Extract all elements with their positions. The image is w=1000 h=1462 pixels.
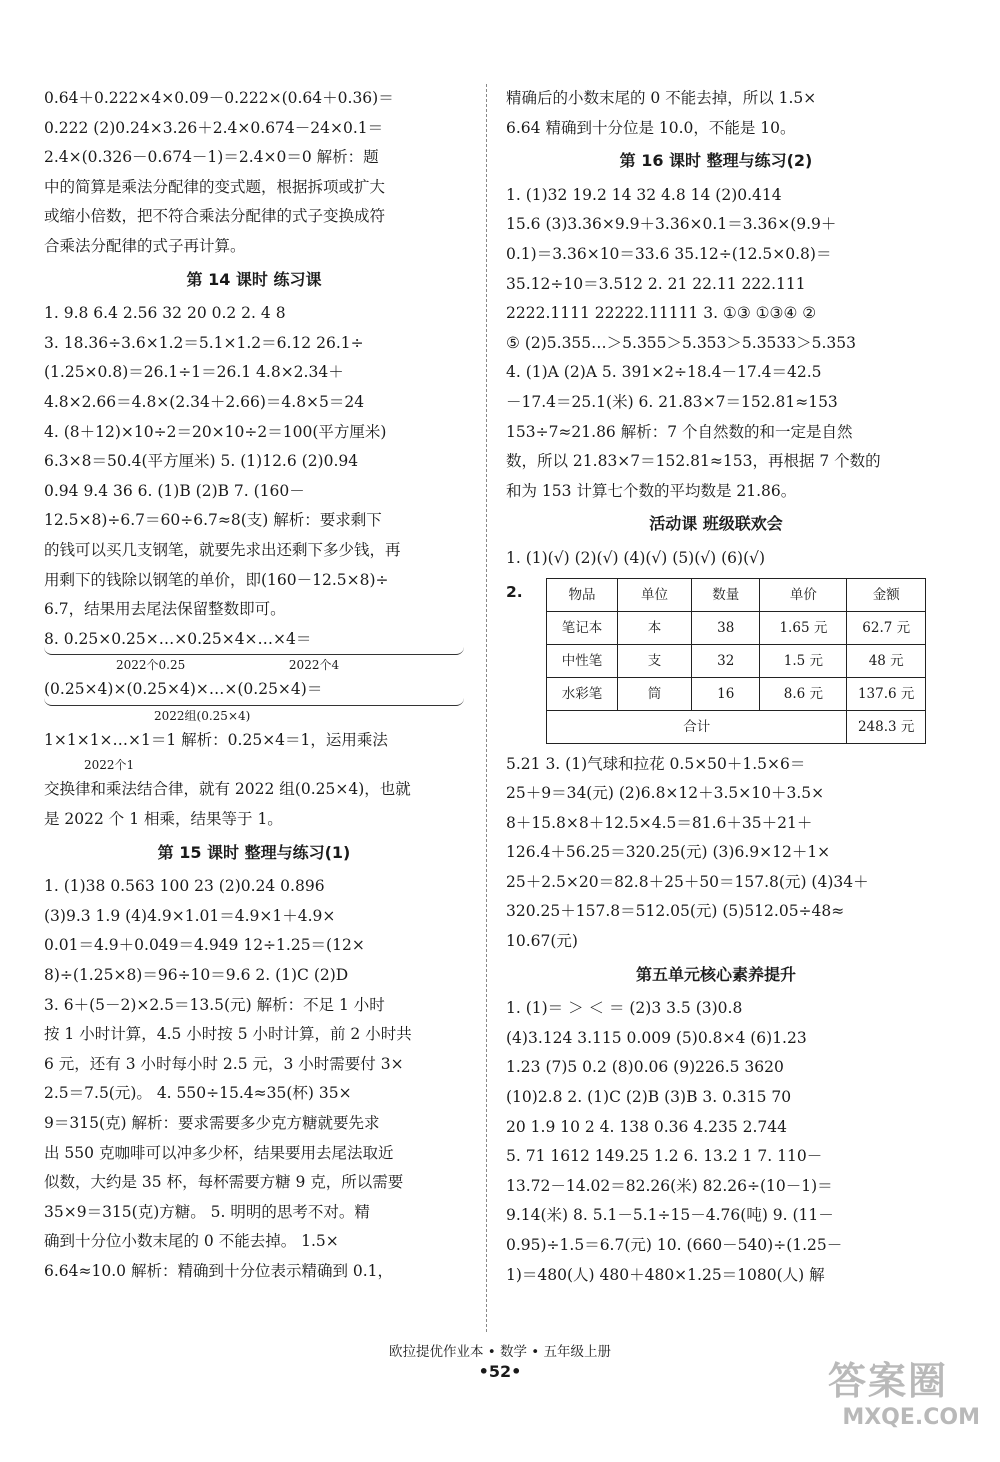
text-line: 4. (8＋12)×10÷2＝20×10÷2＝100(平方厘米) <box>44 422 387 441</box>
table-total-value: 248.3 元 <box>847 710 926 743</box>
text-line: 似数，大约是 35 杯，每杯需要方糖 9 克，所以需要 <box>44 1173 404 1192</box>
text-line: 2.4×(0.326－0.674－1)＝2.4×0＝0 解析：题 <box>44 148 379 167</box>
text-line: (3)9.3 1.9 (4)4.9×1.01＝4.9×1＋4.9× <box>44 906 336 925</box>
text-line: 0.64＋0.222×4×0.09－0.222×(0.64＋0.36)＝ <box>44 89 394 107</box>
text-line: 2.5＝7.5(元)。 4. 550÷15.4≈35(杯) 35× <box>44 1084 352 1103</box>
table-cell: 38 <box>692 611 760 644</box>
right-block-3 <box>506 750 926 957</box>
text-line: 6.64≈10.0 解析：精确到十分位表示精确到 0.1， <box>44 1261 394 1280</box>
text-line: 5. 71 1612 149.25 1.2 6. 13.2 1 7. 110－ <box>506 1147 823 1166</box>
column-divider <box>486 84 488 1332</box>
text-line: 12.5×8)÷6.7＝60÷6.7≈8(支) 解析：要求剩下 <box>44 511 382 530</box>
table-cell: 32 <box>692 644 760 677</box>
activity-q1: 1. (1)(√) (2)(√) (4)(√) (5)(√) (6)(√) <box>506 548 766 567</box>
table-cell: 水彩笔 <box>547 677 618 710</box>
text-line: 按 1 小时计算，4.5 小时按 5 小时计算，前 2 小时共 <box>44 1025 412 1044</box>
text-line: 交换律和乘法结合律，就有 2022 组(0.25×4)，也就 <box>44 780 411 799</box>
brace-label: 2022组(0.25×4) <box>154 708 251 723</box>
text-line: 8＋15.8×8＋12.5×4.5＝81.6＋35＋21＋ <box>506 813 813 832</box>
q8-line-2: (0.25×4)×(0.25×4)×…×(0.25×4)＝ <box>44 675 464 706</box>
text-line: 0.222 (2)0.24×3.26＋2.4×0.674－24×0.1＝ <box>44 118 384 137</box>
text-line: 1. 9.8 6.4 2.56 32 20 0.2 2. 4 8 <box>44 304 286 323</box>
text-line: 用剩下的钱除以钢笔的单价，即(160－12.5×8)÷ <box>44 570 389 589</box>
text-line: 35×9＝315(克)方糖。 5. 明明的思考不对。精 <box>44 1202 370 1221</box>
table-cell: 48 元 <box>847 644 926 677</box>
table-cell: 62.7 元 <box>847 611 926 644</box>
text-line: 中的简算是乘法分配律的变式题，根据拆项或扩大 <box>44 177 386 196</box>
text-line: 或缩小倍数，把不符合乘法分配律的式子变换成符 <box>44 207 386 226</box>
text-line: 13.72－14.02＝82.26(米) 82.26÷(10－1)＝ <box>506 1176 833 1195</box>
left-block-3 <box>44 775 464 834</box>
text-line: 2222.1111 22222.11111 3. ①③ ①③④ ② <box>506 304 817 323</box>
text-line: 15.6 (3)3.36×9.9＋3.36×0.1＝3.36×(9.9＋ <box>506 215 837 234</box>
brace-label: 2022个1 <box>84 758 135 773</box>
right-block-4 <box>506 994 926 1290</box>
text-line: ⑤ (2)5.355…＞5.355＞5.353＞5.3533＞5.353 <box>506 333 857 352</box>
text-line: 的钱可以买几支钢笔，就要先求出还剩下多少钱，再 <box>44 540 401 559</box>
table-row <box>547 611 926 644</box>
table-total-label: 合计 <box>547 710 847 743</box>
brace-label: 2022个0.25 <box>116 658 186 673</box>
text-line: 出 550 克咖啡可以冲多少杯，结果要用去尾法取近 <box>44 1143 394 1162</box>
text-line: 4.8×2.66＝4.8×(2.34＋2.66)＝4.8×5＝24 <box>44 392 365 411</box>
question-8-block <box>44 625 464 776</box>
text-line: 6 元，还有 3 小时每小时 2.5 元，3 小时需要付 3× <box>44 1054 404 1073</box>
text-line: 1. (1)＝ ＞ ＜ ＝ (2)3 3.5 (3)0.8 <box>506 999 743 1018</box>
text-line: 是 2022 个 1 相乘，结果等于 1。 <box>44 810 283 829</box>
text-line: (1.25×0.8)＝26.1÷1＝26.1 4.8×2.34＋ <box>44 363 344 382</box>
section-heading-activity: 活动课 班级联欢会 <box>649 514 783 534</box>
table-header-cell: 单价 <box>760 578 847 611</box>
table-row <box>547 677 926 710</box>
table-cell: 137.6 元 <box>847 677 926 710</box>
q8-brace-labels-1 <box>44 655 464 675</box>
text-line: －17.4＝25.1(米) 6. 21.83×7＝152.81≈153 <box>506 392 838 411</box>
table-header-row <box>547 578 926 611</box>
left-block-1 <box>44 84 464 262</box>
text-line: 1. (1)38 0.563 100 23 (2)0.24 0.896 <box>44 877 325 896</box>
text-line: 9.14(米) 8. 5.1－5.1÷15－4.76(吨) 9. (11－ <box>506 1206 834 1225</box>
site-watermark <box>828 1350 988 1450</box>
table-cell: 本 <box>617 611 691 644</box>
table-total-row <box>547 710 926 743</box>
watermark-logo-text: 答案圈 <box>828 1359 949 1403</box>
text-line: 25＋2.5×20＝82.8＋25＋50＝157.8(元) (4)34＋ <box>506 872 869 891</box>
text-line: (4)3.124 3.115 0.009 (5)0.8×4 (6)1.23 <box>506 1028 807 1047</box>
page-footer: 欧拉提优作业本 • 数学 • 五年级上册 <box>388 1344 612 1360</box>
table-cell: 16 <box>692 677 760 710</box>
watermark-domain: MXQE.COM <box>842 1405 980 1430</box>
q8-line-1: 8. 0.25×0.25×…×0.25×4×…×4＝ <box>44 625 464 656</box>
table-cell: 1.5 元 <box>760 644 847 677</box>
text-line: 6.7，结果用去尾法保留整数即可。 <box>44 600 286 619</box>
text-line: 9＝315(克) 解析：要求需要多少克方糖就要先求 <box>44 1114 380 1132</box>
text-line: 126.4＋56.25＝320.25(元) (3)6.9×12＋1× <box>506 843 831 862</box>
text-line: 1.23 (7)5 0.2 (8)0.06 (9)226.5 3620 <box>506 1058 784 1077</box>
page-number: •52• <box>478 1362 522 1381</box>
table-cell: 中性笔 <box>547 644 618 677</box>
text-line: 3. 18.36÷3.6×1.2＝5.1×1.2＝6.12 26.1÷ <box>44 333 364 352</box>
text-line: 数，所以 21.83×7＝152.81≈153，再根据 7 个数的 <box>506 452 881 471</box>
table-header-cell: 单位 <box>617 578 691 611</box>
table-cell: 筒 <box>617 677 691 710</box>
text-line: 合乘法分配律的式子再计算。 <box>44 236 246 255</box>
left-block-2 <box>44 299 464 625</box>
table-cell: 8.6 元 <box>760 677 847 710</box>
brace-label: 2022个4 <box>288 658 340 673</box>
table-block <box>506 578 926 744</box>
text-line: 5.21 3. (1)气球和拉花 0.5×50＋1.5×6＝ <box>506 754 806 773</box>
text-line: 4. (1)A (2)A 5. 391×2÷18.4－17.4＝42.5 <box>506 363 822 382</box>
text-line: 153÷7≈21.86 解析：7 个自然数的和一定是自然 <box>506 422 853 441</box>
left-block-4 <box>44 872 464 1286</box>
section-heading-lesson-15: 第 15 课时 整理与练习(1) <box>157 842 351 862</box>
goods-table <box>546 578 926 744</box>
text-line: 确到十分位小数末尾的 0 不能去掉。 1.5× <box>44 1232 339 1251</box>
table-header-cell: 金额 <box>847 578 926 611</box>
table-prefix: 2. <box>506 582 523 601</box>
text-line: 0.95)÷1.5＝6.7(元) 10. (660－540)÷(1.25－ <box>506 1236 843 1254</box>
text-line: 精确后的小数末尾的 0 不能去掉，所以 1.5× <box>506 89 817 107</box>
text-line: 6.64 精确到十分位是 10.0，不能是 10。 <box>506 118 796 137</box>
text-line: 8)÷(1.25×8)＝96÷10＝9.6 2. (1)C (2)D <box>44 966 349 985</box>
right-block-2 <box>506 181 926 507</box>
text-line: 3. 6＋(5－2)×2.5＝13.5(元) 解析：不足 1 小时 <box>44 995 385 1014</box>
table-cell: 笔记本 <box>547 611 618 644</box>
text-line: 0.01＝4.9＋0.049＝4.949 12÷1.25＝(12× <box>44 936 365 955</box>
section-heading-lesson-14: 第 14 课时 练习课 <box>186 269 322 289</box>
table-cell: 支 <box>617 644 691 677</box>
text-line: 35.12÷10＝3.512 2. 21 22.11 222.111 <box>506 274 806 293</box>
table-header-cell: 物品 <box>547 578 618 611</box>
q8-line-3: 1×1×1×…×1＝1 解析：0.25×4＝1，运用乘法 <box>44 730 388 749</box>
text-line: 20 1.9 10 2 4. 138 0.36 4.235 2.744 <box>506 1117 788 1136</box>
right-column <box>506 84 926 1290</box>
text-line: 0.1)＝3.36×10＝33.6 35.12÷(12.5×0.8)＝ <box>506 244 832 263</box>
table-header-cell: 数量 <box>692 578 760 611</box>
text-line: (10)2.8 2. (1)C (2)B (3)B 3. 0.315 70 <box>506 1088 792 1107</box>
text-line: 0.94 9.4 36 6. (1)B (2)B 7. (160－ <box>44 481 305 500</box>
section-heading-unit-5: 第五单元核心素养提升 <box>635 964 796 984</box>
text-line: 320.25＋157.8＝512.05(元) (5)512.05÷48≈ <box>506 902 845 921</box>
text-line: 和为 153 计算七个数的平均数是 21.86。 <box>506 481 797 500</box>
text-line: 1)＝480(人) 480＋480×1.25＝1080(人) 解 <box>506 1265 825 1284</box>
text-line: 25＋9＝34(元) (2)6.8×12＋3.5×10＋3.5× <box>506 784 825 803</box>
right-block-1 <box>506 84 926 143</box>
table-row <box>547 644 926 677</box>
text-line: 10.67(元) <box>506 932 578 951</box>
table-cell: 1.65 元 <box>760 611 847 644</box>
text-line: 6.3×8＝50.4(平方厘米) 5. (1)12.6 (2)0.94 <box>44 452 359 471</box>
section-heading-lesson-16: 第 16 课时 整理与练习(2) <box>619 151 813 171</box>
left-column <box>44 84 464 1287</box>
text-line: 1. (1)32 19.2 14 32 4.8 14 (2)0.414 <box>506 185 782 204</box>
